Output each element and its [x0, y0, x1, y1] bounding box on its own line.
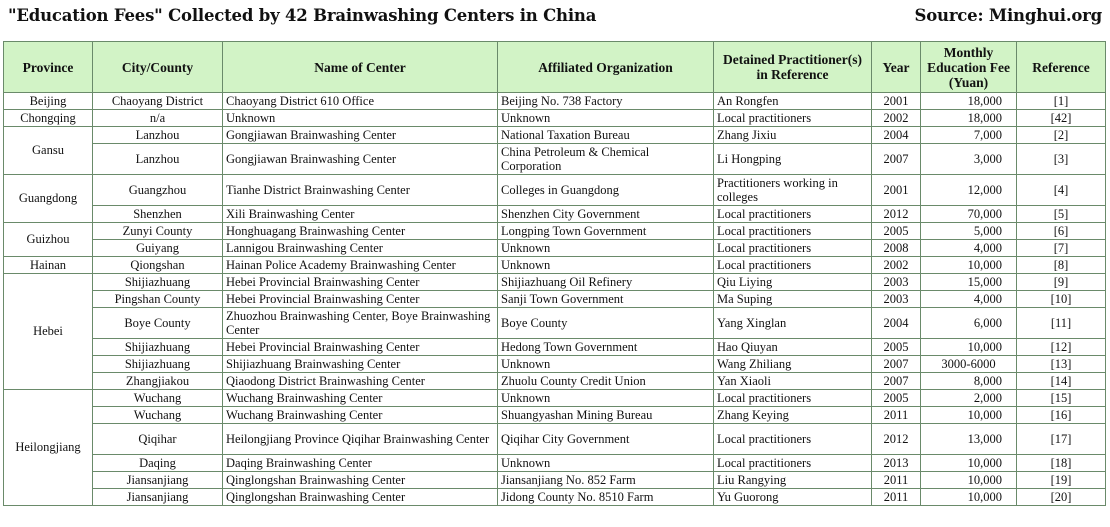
reference-cell: [12] [1017, 339, 1106, 356]
city-cell: Shijiazhuang [93, 274, 223, 291]
province-cell: Beijing [4, 93, 93, 110]
practitioners-cell: Local practitioners [714, 257, 872, 274]
reference-cell: [1] [1017, 93, 1106, 110]
fee-cell: 4,000 [921, 291, 1017, 308]
fee-cell: 7,000 [921, 127, 1017, 144]
city-cell: Zunyi County [93, 223, 223, 240]
practitioners-cell: Local practitioners [714, 390, 872, 407]
year-cell: 2012 [872, 206, 921, 223]
practitioners-cell: Zhang Keying [714, 407, 872, 424]
practitioners-cell: Yu Guorong [714, 489, 872, 506]
fee-cell: 6,000 [921, 308, 1017, 339]
page-title: "Education Fees" Collected by 42 Brainwashing Centers in China [8, 6, 597, 25]
practitioners-cell: Li Hongping [714, 144, 872, 175]
table-row [4, 489, 1106, 506]
organization-cell: Unknown [498, 110, 714, 127]
city-cell: Guiyang [93, 240, 223, 257]
fee-cell: 18,000 [921, 110, 1017, 127]
province-cell: Gansu [4, 127, 93, 175]
year-cell: 2007 [872, 373, 921, 390]
province-cell: Heilongjiang [4, 390, 93, 506]
fees-table [3, 41, 1106, 506]
year-cell: 2008 [872, 240, 921, 257]
source-label: Source: Minghui.org [914, 6, 1102, 25]
organization-cell: Hedong Town Government [498, 339, 714, 356]
fee-cell: 10,000 [921, 339, 1017, 356]
year-cell: 2003 [872, 291, 921, 308]
center-name-cell: Hainan Police Academy Brainwashing Center [223, 257, 498, 274]
practitioners-cell: Local practitioners [714, 206, 872, 223]
province-cell: Guangdong [4, 175, 93, 223]
reference-cell: [2] [1017, 127, 1106, 144]
year-cell: 2003 [872, 274, 921, 291]
year-cell: 2012 [872, 424, 921, 455]
center-name-cell: Honghuagang Brainwashing Center [223, 223, 498, 240]
year-cell: 2004 [872, 308, 921, 339]
reference-cell: [20] [1017, 489, 1106, 506]
table-row [4, 472, 1106, 489]
table-row [4, 339, 1106, 356]
center-name-cell: Lannigou Brainwashing Center [223, 240, 498, 257]
fee-cell: 2,000 [921, 390, 1017, 407]
city-cell: Pingshan County [93, 291, 223, 308]
city-cell: Shenzhen [93, 206, 223, 223]
year-cell: 2005 [872, 223, 921, 240]
year-cell: 2002 [872, 257, 921, 274]
fee-cell: 10,000 [921, 407, 1017, 424]
city-cell: Guangzhou [93, 175, 223, 206]
table-header-row [4, 42, 1106, 93]
reference-cell: [15] [1017, 390, 1106, 407]
year-cell: 2011 [872, 407, 921, 424]
year-cell: 2002 [872, 110, 921, 127]
organization-cell: Jiansanjiang No. 852 Farm [498, 472, 714, 489]
column-header-monthly-fee: Monthly Education Fee (Yuan) [921, 42, 1017, 93]
fee-cell: 5,000 [921, 223, 1017, 240]
organization-cell: Shijiazhuang Oil Refinery [498, 274, 714, 291]
year-cell: 2001 [872, 175, 921, 206]
organization-cell: Boye County [498, 308, 714, 339]
center-name-cell: Xili Brainwashing Center [223, 206, 498, 223]
practitioners-cell: Local practitioners [714, 223, 872, 240]
reference-cell: [4] [1017, 175, 1106, 206]
organization-cell: Qiqihar City Government [498, 424, 714, 455]
table-row [4, 455, 1106, 472]
city-cell: Wuchang [93, 390, 223, 407]
reference-cell: [42] [1017, 110, 1106, 127]
center-name-cell: Wuchang Brainwashing Center [223, 390, 498, 407]
reference-cell: [16] [1017, 407, 1106, 424]
table-row [4, 257, 1106, 274]
province-cell: Chongqing [4, 110, 93, 127]
table-row [4, 127, 1106, 144]
year-cell: 2007 [872, 144, 921, 175]
reference-cell: [5] [1017, 206, 1106, 223]
practitioners-cell: Wang Zhiliang [714, 356, 872, 373]
fee-cell: 8,000 [921, 373, 1017, 390]
year-cell: 2005 [872, 339, 921, 356]
year-cell: 2011 [872, 472, 921, 489]
center-name-cell: Qinglongshan Brainwashing Center [223, 489, 498, 506]
practitioners-cell: Liu Rangying [714, 472, 872, 489]
center-name-cell: Qiaodong District Brainwashing Center [223, 373, 498, 390]
fee-cell: 15,000 [921, 274, 1017, 291]
fee-cell: 70,000 [921, 206, 1017, 223]
year-cell: 2004 [872, 127, 921, 144]
column-header-province: Province [4, 42, 93, 93]
center-name-cell: Zhuozhou Brainwashing Center, Boye Brainwashing Center [223, 308, 498, 339]
practitioners-cell: Yang Xinglan [714, 308, 872, 339]
center-name-cell: Heilongjiang Province Qiqihar Brainwashing Center [223, 424, 498, 455]
center-name-cell: Shijiazhuang Brainwashing Center [223, 356, 498, 373]
table-body [4, 93, 1106, 506]
reference-cell: [19] [1017, 472, 1106, 489]
practitioners-cell: Hao Qiuyan [714, 339, 872, 356]
center-name-cell: Unknown [223, 110, 498, 127]
fee-cell: 10,000 [921, 455, 1017, 472]
fee-cell: 10,000 [921, 257, 1017, 274]
reference-cell: [11] [1017, 308, 1106, 339]
organization-cell: Shuangyashan Mining Bureau [498, 407, 714, 424]
table-row [4, 308, 1106, 339]
center-name-cell: Daqing Brainwashing Center [223, 455, 498, 472]
table-row [4, 93, 1106, 110]
center-name-cell: Hebei Provincial Brainwashing Center [223, 291, 498, 308]
fee-cell: 4,000 [921, 240, 1017, 257]
organization-cell: Colleges in Guangdong [498, 175, 714, 206]
city-cell: Wuchang [93, 407, 223, 424]
city-cell: Lanzhou [93, 127, 223, 144]
fee-cell: 18,000 [921, 93, 1017, 110]
fee-cell: 10,000 [921, 489, 1017, 506]
column-header-city-county: City/County [93, 42, 223, 93]
fee-cell: 3,000 [921, 144, 1017, 175]
reference-cell: [13] [1017, 356, 1106, 373]
city-cell: Qiqihar [93, 424, 223, 455]
practitioners-cell: Practitioners working in colleges [714, 175, 872, 206]
reference-cell: [7] [1017, 240, 1106, 257]
organization-cell: Longping Town Government [498, 223, 714, 240]
table-row [4, 407, 1106, 424]
table-row [4, 390, 1106, 407]
fee-cell: 12,000 [921, 175, 1017, 206]
column-header-year: Year [872, 42, 921, 93]
table-row [4, 206, 1106, 223]
practitioners-cell: Local practitioners [714, 240, 872, 257]
province-cell: Hebei [4, 274, 93, 390]
organization-cell: Unknown [498, 356, 714, 373]
city-cell: Jiansanjiang [93, 472, 223, 489]
organization-cell: National Taxation Bureau [498, 127, 714, 144]
practitioners-cell: Ma Suping [714, 291, 872, 308]
year-cell: 2013 [872, 455, 921, 472]
table-row [4, 144, 1106, 175]
reference-cell: [18] [1017, 455, 1106, 472]
center-name-cell: Hebei Provincial Brainwashing Center [223, 339, 498, 356]
center-name-cell: Qinglongshan Brainwashing Center [223, 472, 498, 489]
organization-cell: Sanji Town Government [498, 291, 714, 308]
center-name-cell: Wuchang Brainwashing Center [223, 407, 498, 424]
organization-cell: Unknown [498, 257, 714, 274]
center-name-cell: Gongjiawan Brainwashing Center [223, 144, 498, 175]
city-cell: Qiongshan [93, 257, 223, 274]
reference-cell: [14] [1017, 373, 1106, 390]
table-row [4, 110, 1106, 127]
reference-cell: [17] [1017, 424, 1106, 455]
city-cell: Boye County [93, 308, 223, 339]
practitioners-cell: An Rongfen [714, 93, 872, 110]
table-row [4, 274, 1106, 291]
table-row [4, 240, 1106, 257]
table-row [4, 356, 1106, 373]
city-cell: Daqing [93, 455, 223, 472]
practitioners-cell: Local practitioners [714, 424, 872, 455]
organization-cell: Jidong County No. 8510 Farm [498, 489, 714, 506]
fee-cell: 13,000 [921, 424, 1017, 455]
table-row [4, 291, 1106, 308]
reference-cell: [10] [1017, 291, 1106, 308]
city-cell: Shijiazhuang [93, 339, 223, 356]
fee-cell: 3000-6000 [921, 356, 1017, 373]
table-row [4, 373, 1106, 390]
reference-cell: [8] [1017, 257, 1106, 274]
center-name-cell: Tianhe District Brainwashing Center [223, 175, 498, 206]
reference-cell: [3] [1017, 144, 1106, 175]
city-cell: Chaoyang District [93, 93, 223, 110]
practitioners-cell: Qiu Liying [714, 274, 872, 291]
province-cell: Hainan [4, 257, 93, 274]
organization-cell: Unknown [498, 455, 714, 472]
column-header-affiliated-organization: Affiliated Organization [498, 42, 714, 93]
year-cell: 2005 [872, 390, 921, 407]
center-name-cell: Chaoyang District 610 Office [223, 93, 498, 110]
organization-cell: Unknown [498, 240, 714, 257]
column-header-name-of-center: Name of Center [223, 42, 498, 93]
practitioners-cell: Zhang Jixiu [714, 127, 872, 144]
table-row [4, 223, 1106, 240]
province-cell: Guizhou [4, 223, 93, 257]
reference-cell: [6] [1017, 223, 1106, 240]
city-cell: Jiansanjiang [93, 489, 223, 506]
city-cell: n/a [93, 110, 223, 127]
center-name-cell: Hebei Provincial Brainwashing Center [223, 274, 498, 291]
center-name-cell: Gongjiawan Brainwashing Center [223, 127, 498, 144]
organization-cell: Beijing No. 738 Factory [498, 93, 714, 110]
organization-cell: China Petroleum & Chemical Corporation [498, 144, 714, 175]
year-cell: 2011 [872, 489, 921, 506]
table-row [4, 175, 1106, 206]
organization-cell: Shenzhen City Government [498, 206, 714, 223]
reference-cell: [9] [1017, 274, 1106, 291]
column-header-detained-practitioners: Detained Practitioner(s) in Reference [714, 42, 872, 93]
organization-cell: Unknown [498, 390, 714, 407]
column-header-reference: Reference [1017, 42, 1106, 93]
table-row [4, 424, 1106, 455]
year-cell: 2007 [872, 356, 921, 373]
year-cell: 2001 [872, 93, 921, 110]
city-cell: Shijiazhuang [93, 356, 223, 373]
practitioners-cell: Yan Xiaoli [714, 373, 872, 390]
city-cell: Zhangjiakou [93, 373, 223, 390]
organization-cell: Zhuolu County Credit Union [498, 373, 714, 390]
practitioners-cell: Local practitioners [714, 110, 872, 127]
fee-cell: 10,000 [921, 472, 1017, 489]
city-cell: Lanzhou [93, 144, 223, 175]
practitioners-cell: Local practitioners [714, 455, 872, 472]
